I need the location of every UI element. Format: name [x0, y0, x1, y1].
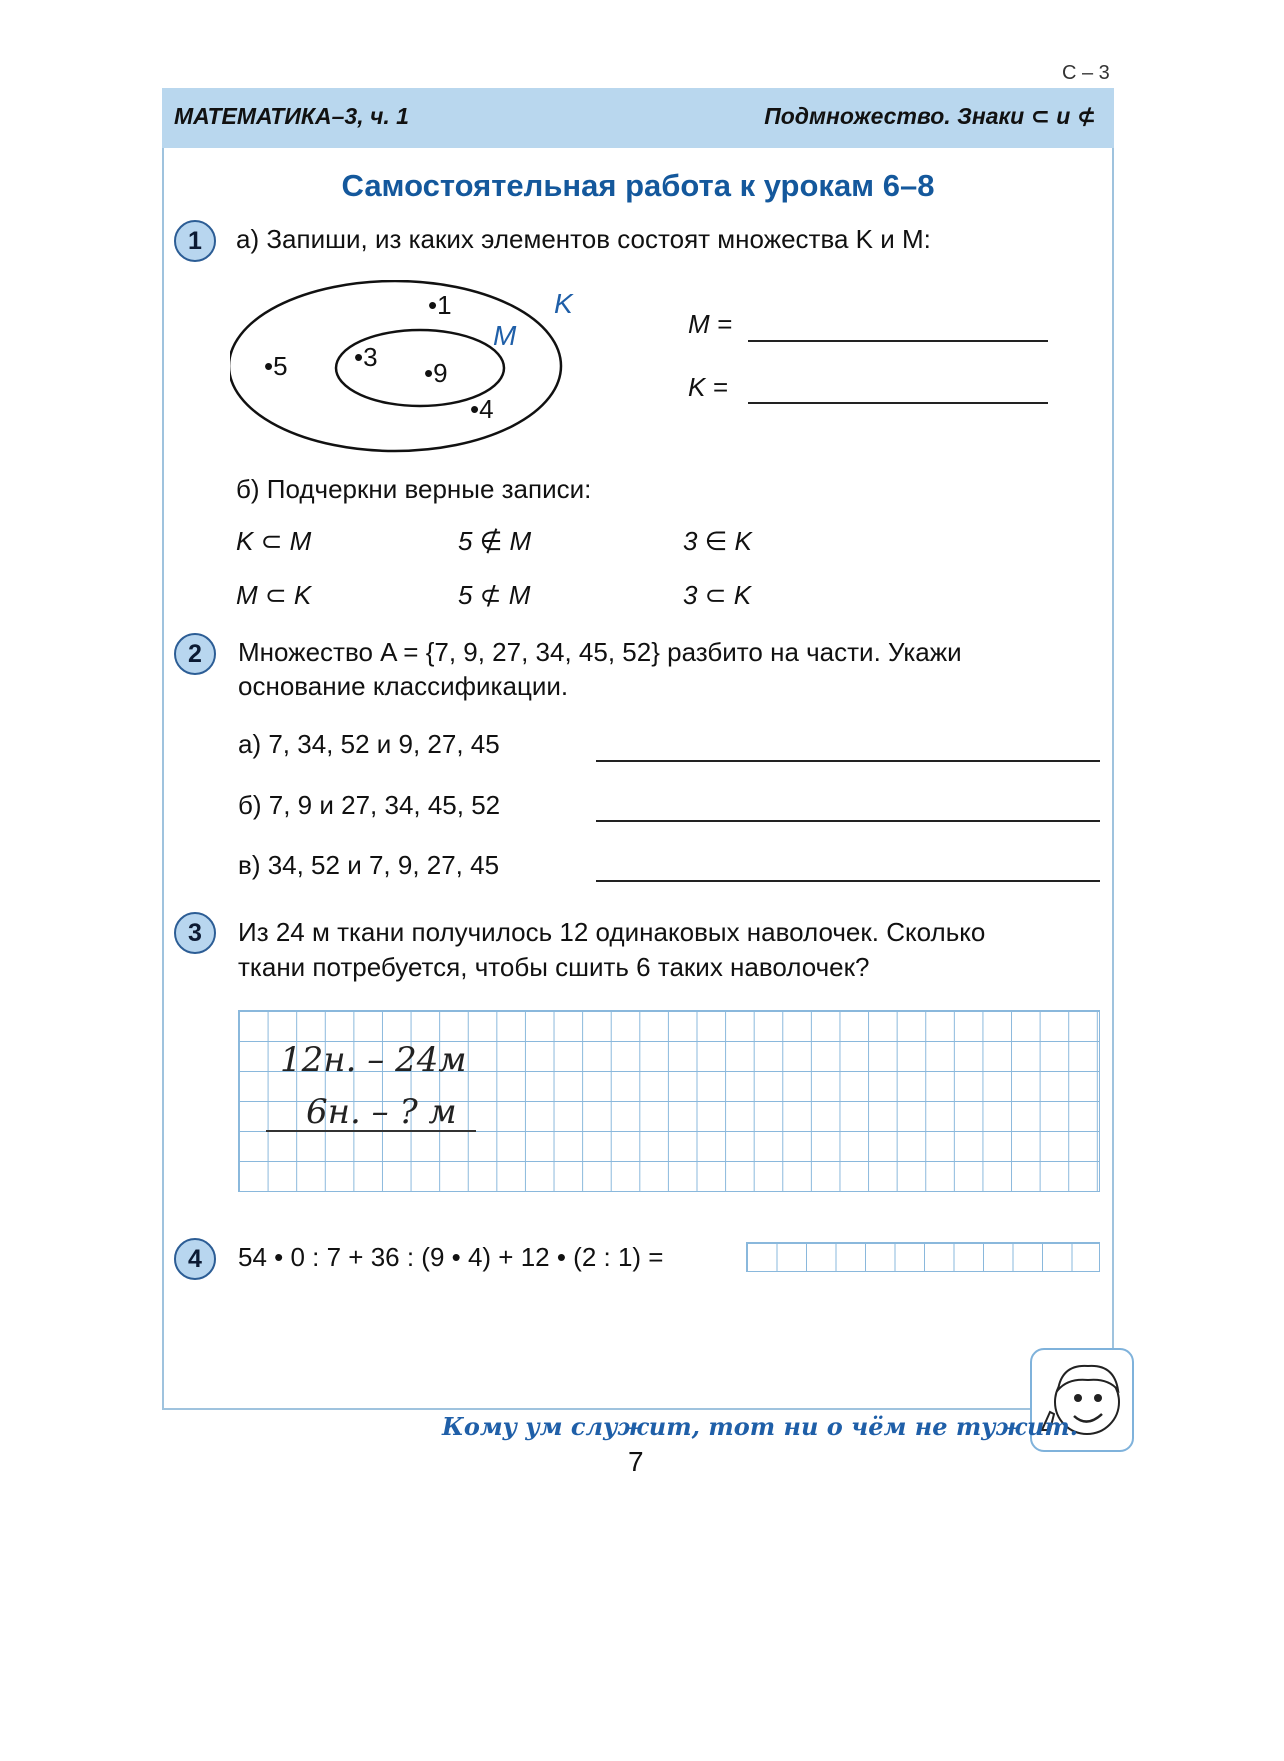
- task-4-number: 4: [174, 1238, 216, 1280]
- task-2-text-line2: основание классификации.: [238, 671, 569, 701]
- handwriting-underline: [266, 1130, 476, 1132]
- point-5: •5: [264, 351, 288, 381]
- header-subject: МАТЕМАТИКА–3, ч. 1: [174, 103, 409, 129]
- task-3-text-line1: Из 24 м ткани получилось 12 одинаковых наволочек. Сколько: [238, 917, 986, 947]
- task-4-answer-cells[interactable]: [746, 1242, 1100, 1272]
- statement-6[interactable]: 3 ⊂ K: [683, 580, 752, 610]
- task-1-number: 1: [174, 220, 216, 262]
- task-2c-item: в) 34, 52 и 7, 9, 27, 45: [238, 850, 500, 880]
- statement-1[interactable]: K ⊂ M: [236, 526, 312, 556]
- answer-m-line[interactable]: [748, 340, 1048, 342]
- set-k-label: K: [554, 288, 573, 319]
- handwriting-line-1: 12н. – 24м: [280, 1040, 467, 1080]
- point-3: •3: [354, 342, 378, 372]
- task-2c-answer-line[interactable]: [596, 880, 1100, 882]
- statement-3[interactable]: 3 ∈ K: [683, 526, 752, 556]
- task-4-expression: 54 • 0 : 7 + 36 : (9 • 4) + 12 • (2 : 1) =: [238, 1242, 664, 1272]
- point-1: •1: [428, 290, 452, 320]
- page-code: С – 3: [1062, 62, 1110, 84]
- task-2-text-line1: Множество A = {7, 9, 27, 34, 45, 52} разбито на части. Укажи: [238, 637, 962, 667]
- task-2a-answer-line[interactable]: [596, 760, 1100, 762]
- point-9: •9: [424, 358, 448, 388]
- task-1a-text: а) Запиши, из каких элементов состоят множества K и M:: [236, 224, 931, 254]
- page-number: 7: [628, 1446, 644, 1477]
- header-topic: Подмножество. Знаки ⊂ и ⊄: [764, 103, 1096, 129]
- task-2-number: 2: [174, 633, 216, 675]
- task-2b-answer-line[interactable]: [596, 820, 1100, 822]
- set-m-label: M: [493, 320, 517, 351]
- answer-k-label: K =: [688, 372, 728, 402]
- answer-m-label: M =: [688, 309, 733, 339]
- statement-4[interactable]: M ⊂ K: [236, 580, 312, 610]
- statement-5[interactable]: 5 ⊄ M: [458, 580, 531, 610]
- point-4: •4: [470, 394, 494, 424]
- task-3-text-line2: ткани потребуется, чтобы сшить 6 таких наволочек?: [238, 952, 870, 982]
- motto: Кому ум служит, тот ни о чём не тужит.: [442, 1412, 1079, 1441]
- task-1b-text: б) Подчеркни верные записи:: [236, 474, 592, 504]
- handwriting-line-2: 6н. – ? м: [306, 1092, 457, 1132]
- task-3-number: 3: [174, 912, 216, 954]
- task-2b-item: б) 7, 9 и 27, 34, 45, 52: [238, 790, 501, 820]
- task-2a-item: а) 7, 34, 52 и 9, 27, 45: [238, 729, 500, 759]
- statement-2[interactable]: 5 ∉ M: [458, 526, 532, 556]
- page-title: Самостоятельная работа к урокам 6–8: [341, 168, 935, 203]
- answer-k-line[interactable]: [748, 402, 1048, 404]
